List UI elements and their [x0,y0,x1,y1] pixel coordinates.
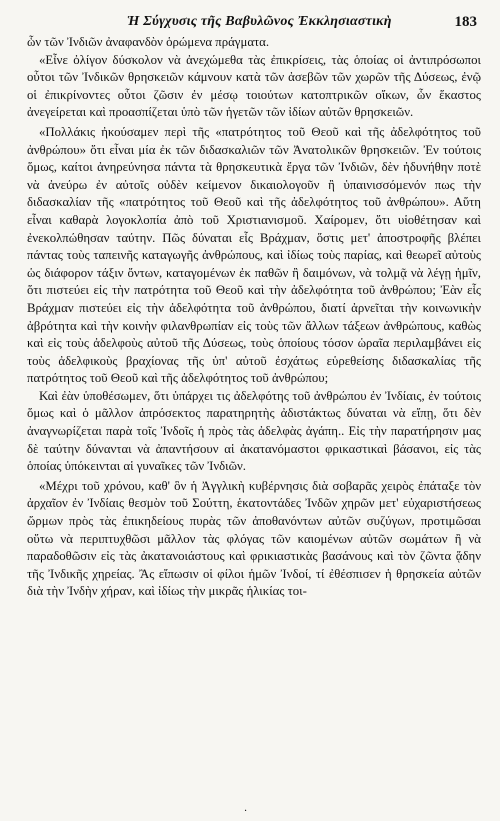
paragraph: ὧν τῶν Ἰνδιῶν ἀναφανδὸν ὁρώμενα πράγματα. [27,35,270,49]
footer-dot: · [244,806,248,817]
page-header [27,10,481,34]
body-text [27,34,481,601]
paragraph: Καὶ ἐὰν ὑποθέσωμεν, ὅτι ὑπάρχει τις ἀδελφότης τοῦ ἀνθρώπου ἐν Ἰνδίαις, ἐν τούτοις ὅμως καὶ ὁ μᾶλλον ἀπρόσεκτος παρατηρητὴς ἀδιστάκτως δύναται νὰ εἴπῃ, ὅτι δὲν ἀναγνωρίζεται παρὰ τοῖς Ἰνδοῖς ἡ πρὸς τὰς ἀδελφὰς ἀγάπη.. Εἰς τὴν παρατήρησιν μας δὲ ταύτην δύνανται νὰ ἀπαντήσουν αἱ ἀκατανόμαστοι φρικαστικαὶ βάσανοι, εἰς τὰς ὁποίας ὑπόκεινται αἱ γυναῖκες τῶν Ἰνδιῶν. [27,388,481,474]
paragraph: «Πολλάκις ἠκούσαμεν περὶ τῆς «πατρότητος τοῦ Θεοῦ καὶ τῆς ἀδελφότητος τοῦ ἀνθρώπου» ὅτι εἶναι μία ἐκ τῶν διδασκαλιῶν τῶν Ἀνατολικῶν θρησκειῶν. Ἐν τούτοις ὅμως, καίτοι ἀνηρεύνησα πάντα τὰ θρησκευτικὰ ἔργα τῶν Ἰνδιῶν, δὲν ἠδυνήθην ποτὲ νὰ ἀνεύρω ἐν αὐτοῖς οὐδὲν κείμενον δικαιολογοῦν ἢ ὑπαινισσόμενόν πως τὴν διδασκαλίαν τῆς «πατρότητος τοῦ Θεοῦ καὶ τῆς ἀδελφότητος τοῦ ἀνθρώπου». Αὕτη εἶναι καθαρὰ λογοκλοπία ἀπὸ τοῦ Χριστιανισμοῦ. Χαίρομεν, ὅτι υἱοθέτησαν καὶ ἐνεκολπώθησαν ταύτην. Πῶς δύναται εἷς Βράχμαν, ὅστις μετ' ἀποστροφῆς βλέπει πάντας τοὺς ταπεινῆς καταγωγῆς ἀνθρώπους, καὶ ἰδίως τοὺς παρίας, καὶ θεωρεῖ αὐτοὺς ὡς διάφορον τάξιν ὄντων, καταγομένων ἐκ παθῶν ἢ δαιμόνων, νὰ τολμᾷ νὰ λέγῃ ἡμῖν, ὅτι πιστεύει εἰς τὴν πατρότητα τοῦ Θεοῦ καὶ τὴν ἀδελφότητα τοῦ ἀνθρώπου; Ἐὰν εἷς Βράχμαν πιστεύει εἰς τὴν ἀδελφότητα τοῦ ἀνθρώπου, διατί ἀρνεῖται τὴν κοινωνικὴν ἀβρότητα καὶ τὴν κοινὴν φιλανθρωπίαν εἰς τοὺς τῶν ἄλλων τάξεων ἀνθρώπους, καθὼς καὶ εἰς τοὺς ἀδελφοὺς αὐτοῦ τῆς Δύσεως, τοὺς ὁποίους τόσον ὡραῖα περιλαμβάνει εἰς τοὺς ἀδελφικοὺς βραχίονας τῆς ὑπ' αὐτοῦ ἐσχάτως εὑρεθείσης διδασκαλίας τῆς πατρότητος τοῦ Θεοῦ καὶ τῆς ἀδελφότητος τοῦ ἀνθρώπου; [27,124,481,386]
page-number: 183 [454,14,477,30]
paragraph: «Εἶνε ὀλίγον δύσκολον νὰ ἀνεχώμεθα τὰς ἐπικρίσεις, τὰς ὁποίας οἱ ἀντιπρόσωποι οὗτοι τῶν Ἰνδικῶν θρησκειῶν κάμνουν κατὰ τῶν ἀσεβῶν τῶν χωρῶν τῆς Δύσεως, ἐνῷ οἱ ἐπικρίνοντες οὗτοι ζῶσιν ἐν μέσῳ τοιούτων κατοπτρικῶν οἴκων, ὧν ἕκαστος ἀνεγείρεται καὶ προασπίζεται ὑπὸ τῶν ἡγετῶν τῶν ἰδίων αὐτῶν θρησκειῶν. [27,52,481,120]
running-title: Ἡ Σύγχυσις τῆς Βαβυλῶνος Ἐκκλησιαστικὴ [127,14,392,29]
paragraph: «Μέχρι τοῦ χρόνου, καθ' ὃν ἡ Ἀγγλικὴ κυβέρνησις διὰ σοβαρᾶς χειρὸς ἐπάταξε τὸν ἀρχαῖον ἐν Ἰνδίαις θεσμὸν τοῦ Σούττη, ἑκατοντάδες Ἰνδῶν χηρῶν μετ' εὐχαριστήσεως ὥρμων πρὸς τὰς ἐπικηδείους πυρὰς τῶν ἀποθανόντων αὐτῶν συζύγων, προτιμῶσαι οὕτω νὰ περιπτυχθῶσι μᾶλλον τὰς φλόγας τῶν καιομένων αὐτῶν σωμάτων ἢ νὰ παραδοθῶσιν εἰς τὰς ἀκατανοιάστους καὶ φρικιαστικὰς βασάνους καὶ τὸν ζῶντα ᾅδην τῆς Ἰνδικῆς χηρείας. Ἂς εἴπωσιν οἱ φίλοι ἡμῶν Ἰνδοί, τί ἐθέσπισεν ἡ θρησκεία αὐτῶν διὰ τὴν Ἰνδὴν χήραν, καὶ ἰδίως τὴν μικρᾶς ἡλικίας τοι- [27,478,481,599]
